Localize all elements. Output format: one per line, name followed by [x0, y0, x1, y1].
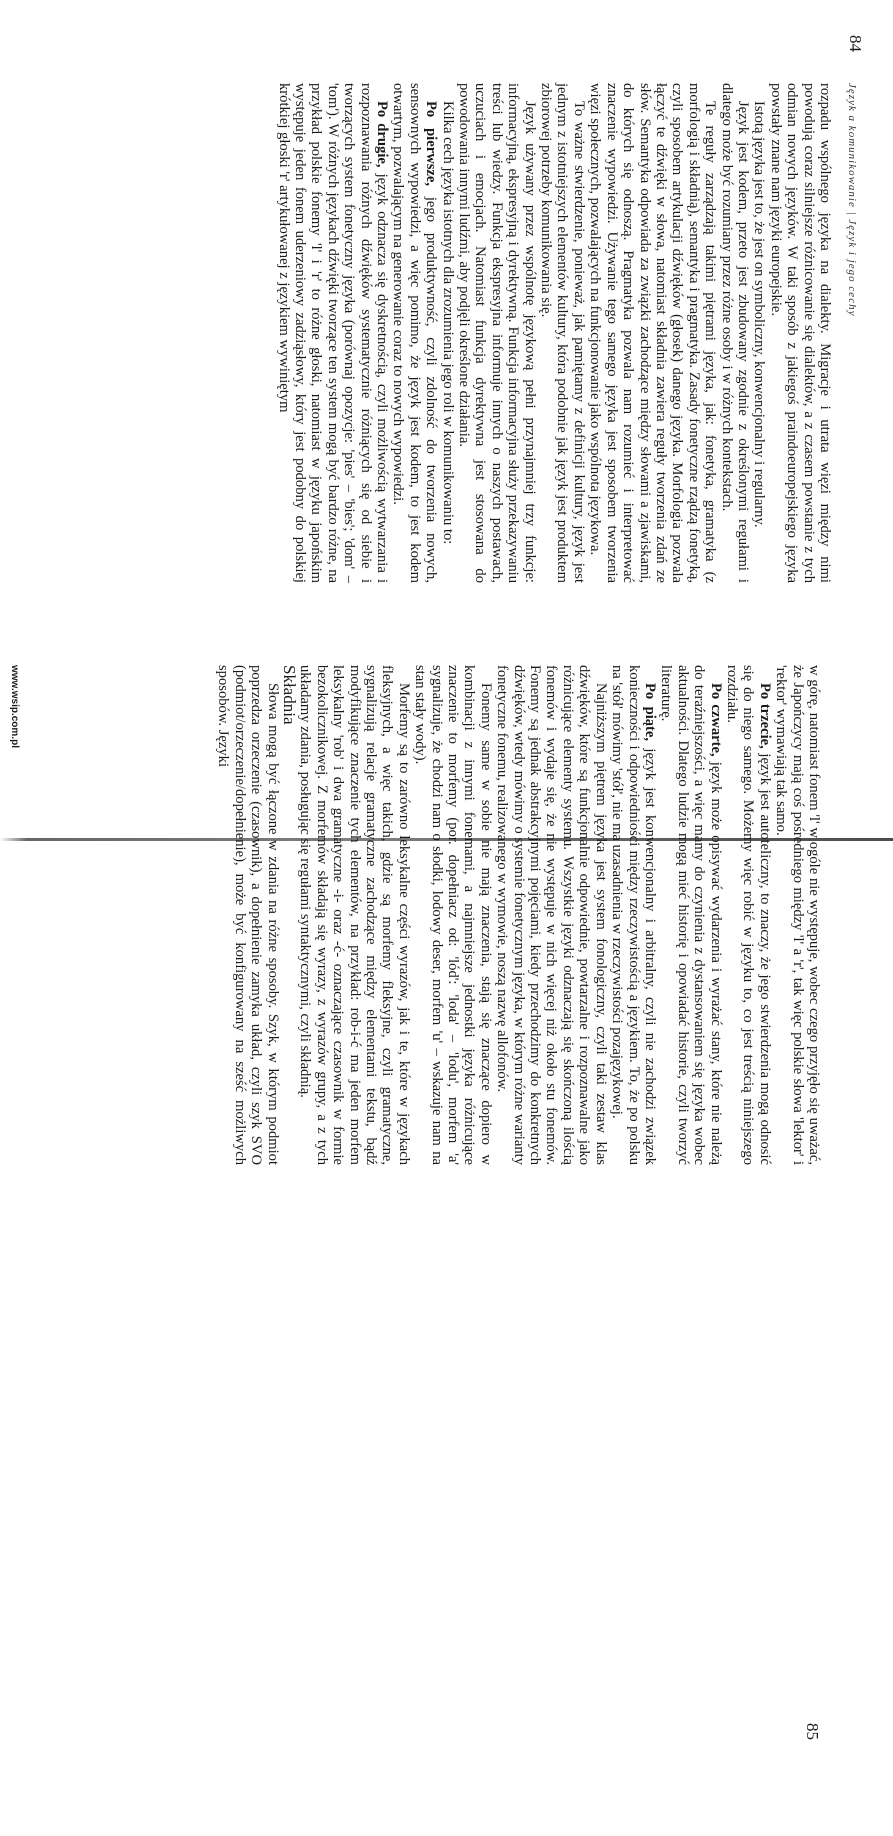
feature-text: język może opisywać wydarzenia i wyrażać stany, które nie należą do teraźniejszości, a więc mamy do czynienia z dystansowaniem się języka wobec aktualności. Dlatego ludzie mogą mieć historię i opowiadać historie, czyli tworzyć literaturę. [658, 665, 724, 1165]
section-heading: Składnia [280, 665, 299, 725]
feature-label: Po drugie, [374, 101, 391, 168]
paragraph: Kilka cech języka istotnych dla zrozumienia jego roli w komunikowaniu to: [439, 101, 456, 545]
page-number: 84 [846, 35, 865, 52]
paragraph: Język używany przez wspólnotę językową pełni przynajmniej trzy funkcje: informacyjną, ekspresyjną i dyrektywną. Funkcja informacyjna służy przekazywaniu treści lub wiedzy. Funkcja ekspresyjna informuje innych o naszych postawach, uczuciach i emocjach. Natomiast funkcja dyrektywna jest stosowana do powodowania innymi ludźmi, aby podjęli określone działania. [456, 83, 538, 583]
feature-label: Po czwarte, [707, 683, 724, 757]
paragraph: Słowa mogą być łączone w zdania na różne sposoby. Szyk, w którym podmiot poprzedza orzeczenie (czasownik), a dopełnienie zamyka układ, czyli szyk SVO (podmiot/orzeczenie/dopełnienie), może być konfigurowany na sześć możliwych sposobów. Języki [215, 665, 281, 1165]
paragraph [390, 83, 439, 583]
publisher-url: www.wsip.com.pl [9, 665, 20, 748]
feature-label: Po pierwsze, [423, 101, 440, 187]
paragraph [609, 665, 658, 1165]
paragraph: Fonemy same w sobie nie mają znaczenia, stają się znaczące dopiero w kombinacji z innymi fonemami, a najmniejsze jednostki języka różnicujące znaczenie to morfemy (por. dopełniacz od: 'lód': 'loda' – 'lodu', morfem 'a' sygnalizuje, że chodzi nam o słodki, lodowy deser, morfem 'u' – wskazuje nam na stan stały wody). [412, 665, 494, 1165]
paragraph: w górę, natomiast fonem 'l' w ogóle nie występuje, wobec czego przyjęło się uważać, że Japończycy mają coś pośredniego między 'l' a 'r', tak więc polskie słowa 'lektor' i 'rektor' wymawiają tak samo. [773, 665, 822, 1165]
feature-text: jego produktywność, czyli zdolność do tworzenia nowych, sensownych wypowiedzi, a więc pomimo, że język jest kodem, to jest kodem otwartym, pozwalającym na generowanie coraz to nowych wypowiedzi. [390, 83, 440, 583]
paragraph: Istotą języka jest to, że jest on symboliczny, konwencjonalny i regularny. [751, 101, 768, 528]
paragraph: Język jest kodem, przeto jest zbudowany zgodnie z określonymi regułami i dlatego może być rozumiany przez różne osoby i w różnych kontekstach. [718, 83, 751, 583]
page-85 [0, 665, 822, 1765]
feature-label: Po trzecie, [756, 683, 773, 749]
running-head: Język a komunikowanie | Język i jego cechy [846, 83, 858, 317]
paragraph: Morfemy są to zarówno leksykalne części wyrazów, jak i te, które w językach fleksyjnych, a więc takich, gdzie są morfemy fleksyjne, czyli gramatyczne, sygnalizują relacje gramatyczne zachodzące między elementami tekstu, bądź modyfikujące znaczenie tych elementów, na przykład: rob-i-ć ma jeden morfem leksykalny 'rob' i dwa gramatyczne -i- oraz -ć- oznaczające czasownik w formie bezokolicznikowej. Z morfemów składają się wyrazy, z wyrazów grupy, a z tych układamy zdania, posługując się regułami syntaktycznymi, czyli składnią. [297, 665, 412, 1165]
feature-text: język odznacza się dyskretnością, czyli możliwością wytwarzania i rozpoznawania różnych dźwięków systematycznie różniących się od siebie i tworzących system fonetyczny języka (porównaj opozycje: 'pies' – 'bies'; 'dom' – 'tom'). W różnych językach dźwięki tworzące ten system mogą być bardzo różne, na przykład polskie fonemy 'l' i 'r' to różne głoski, natomiast w języku japońskim występuje jeden fonem uderzeniowy zadziąsłowy, który jest podobny do polskiej krótkiej głoski 'r' artykułowanej z językiem wywiniętym [275, 83, 391, 583]
paragraph: rozpadu wspólnego języka na dialekty. Migracje i utrata więzi między nimi powodują coraz silniejsze różnicowanie się dialektów, a z czasem powstanie z tych odmian nowych języków. W taki sposób z jakiegoś praindoeuropejskiego języka powstały znane nam języki europejskie. [767, 83, 833, 583]
text-column [275, 83, 833, 583]
page-number: 85 [803, 1723, 822, 1740]
paragraph: Te reguły zarządzają takimi piętrami języka, jak: fonetyka, gramatyka (z morfologią i składnią), semantyka i pragmatyka. Zasady fonetyczne rządzą fonetyką, czyli sposobem artykulacji dźwięków (głosek) danego języka. Morfologia pozwala łączyć te dźwięki w słowa, natomiast składnia zawiera reguły tworzenia zdań ze słów. Semantyka odpowiada za związki zachodzące między słowami a zjawiskami, do których się odnoszą. Pragmatyka pozwala nam rozumieć i interpretować znaczenie wypowiedzi. Używanie tego samego języka jest sposobem tworzenia więzi społecznych, pozwalających na funkcjonowanie jako wspólnota językowa. [587, 83, 719, 583]
paragraph [658, 665, 724, 1165]
feature-label: Po piąte, [641, 683, 658, 742]
paragraph: Najniższym piętrem języka jest system fonologiczny, czyli taki zestaw klas dźwięków, które są funkcjonalnie odpowiednie, powtarzalne i rozpoznawalne jako różnicujące elementy systemu. Wszystkie języki odznaczają się skończoną ilością fonemów i wydaje się, że nie występuje w nich więcej niż około stu fonemów. Fonemy są jednak abstrakcyjnymi pojęciami, kiedy przechodzimy do konkretnych dźwięków, wtedy mówimy o systemie fonetycznym języka, w którym różne warianty fonetyczne fonemu, realizowanego w wymowie, noszą nazwę allofonów. [494, 665, 609, 1165]
text-column [215, 665, 822, 1165]
feature-text: język jest konwencjonalny i arbitralny, czyli nie zachodzi związek konieczności i odpowiedniości między rzeczywistością a językiem. To, że po polsku na 'stół' mówimy 'stół', nie ma uzasadnienia w rzeczywistości pozajęzykowej. [609, 665, 658, 1165]
paragraph: To ważne stwierdzenie, ponieważ, jak pamiętamy z definicji kultury, język jest jednym z istotniejszych elementów kultury, która podobnie jak język jest produktem zbiorowej potrzeby komunikowania się. [538, 83, 587, 583]
feature-text: język jest autoteliczny, to znaczy, że jego stwierdzenia mogą odnosić się do niego samego. Możemy więc robić w języku to, co jest treścią niniejszego rozdziału. [723, 665, 773, 1165]
paragraph [275, 83, 390, 583]
paragraph [724, 665, 773, 1165]
